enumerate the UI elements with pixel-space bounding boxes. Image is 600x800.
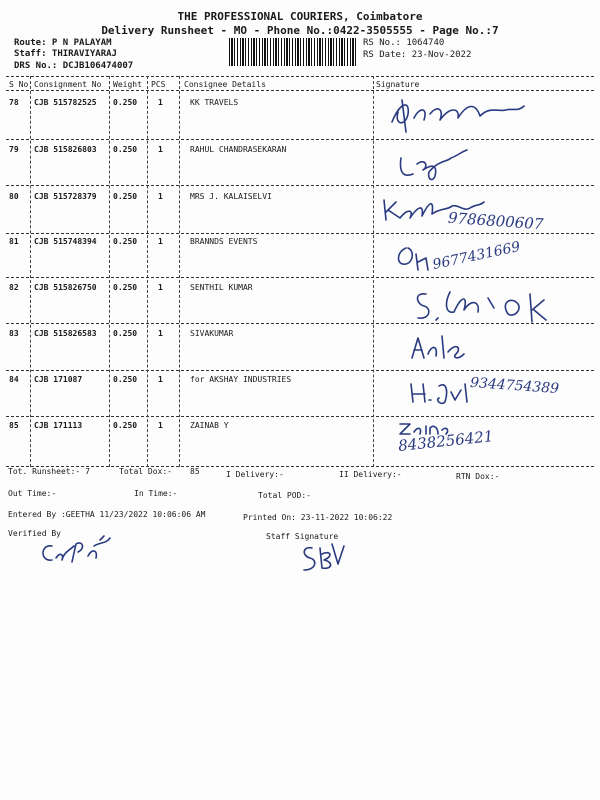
signature-row-81 <box>392 240 436 276</box>
row-consignee: SENTHIL KUMAR <box>190 283 253 292</box>
row-sno: 78 <box>9 98 19 107</box>
verified-by-signature <box>34 532 114 572</box>
handwritten-phone-row-84: 9344754389 <box>469 374 560 398</box>
company-title: THE PROFESSIONAL COURIERS, Coimbatore <box>177 10 423 23</box>
row-consignment: CJB 171087 <box>34 375 83 384</box>
row-consignment: CJB 171113 <box>34 421 83 430</box>
row-consignment: CJB 515826583 <box>34 329 97 338</box>
staff-signature <box>298 540 348 576</box>
divider <box>6 466 594 467</box>
row-pcs: 1 <box>158 283 163 292</box>
col-header-signature: Signature <box>376 80 420 89</box>
entered-by: Entered By :GEETHA 11/23/2022 10:06:06 AM <box>8 510 206 519</box>
row-sno: 83 <box>9 329 19 338</box>
divider <box>6 233 594 234</box>
signature-row-82 <box>410 284 570 330</box>
row-weight: 0.250 <box>113 98 138 107</box>
row-pcs: 1 <box>158 237 163 246</box>
row-consignee: MRS J. KALAISELVI <box>190 192 272 201</box>
row-pcs: 1 <box>158 98 163 107</box>
row-consignment: CJB 515748394 <box>34 237 97 246</box>
route-label: Route: P N PALAYAM <box>14 38 112 48</box>
col-header-consignment: Consignment No <box>34 80 102 89</box>
handwritten-phone-row-85: 8438256421 <box>397 427 495 455</box>
row-weight: 0.250 <box>113 375 138 384</box>
i-delivery: I Delivery:- <box>226 470 284 479</box>
verified-by-label: Verified By <box>8 529 61 538</box>
row-sno: 84 <box>9 375 19 384</box>
divider <box>6 76 594 77</box>
runsheet-subtitle: Delivery Runsheet - MO - Phone No.:0422-3505555 - Page No.:7 <box>101 24 499 37</box>
row-consignee: for AKSHAY INDUSTRIES <box>190 375 292 384</box>
staff-label: Staff: THIRAVIYARAJ <box>14 49 117 59</box>
row-pcs: 1 <box>158 375 163 384</box>
column-divider <box>109 76 110 467</box>
row-weight: 0.250 <box>113 421 138 430</box>
divider <box>6 277 594 278</box>
signature-row-78 <box>380 92 530 136</box>
staff-signature-label: Staff Signature <box>266 532 339 541</box>
divider <box>6 416 594 417</box>
row-consignment: CJB 515728379 <box>34 192 97 201</box>
out-time: Out Time:- <box>8 489 57 498</box>
ii-delivery: II Delivery:- <box>339 470 402 479</box>
rtn-dox: RTN Dox:- <box>456 472 500 481</box>
handwritten-phone-row-80: 9786800607 <box>447 208 544 234</box>
col-header-consignee: Consignee Details <box>184 80 266 89</box>
column-divider <box>373 76 374 467</box>
row-consignment: CJB 515782525 <box>34 98 97 107</box>
row-weight: 0.250 <box>113 237 138 246</box>
col-header-weight: Weight <box>113 80 142 89</box>
signature-row-79 <box>395 142 475 184</box>
col-header-pcs: PCS <box>151 80 166 89</box>
row-consignment: CJB 515826750 <box>34 283 97 292</box>
col-header-sno: S No <box>9 80 29 89</box>
row-sno: 80 <box>9 192 19 201</box>
row-weight: 0.250 <box>113 192 138 201</box>
total-dox-label: Total Dox:- <box>119 467 172 476</box>
handwritten-phone-row-81: 9677431669 <box>431 238 522 274</box>
row-sno: 81 <box>9 237 19 246</box>
drs-number: DRS No.: DCJB106474007 <box>14 61 134 71</box>
row-pcs: 1 <box>158 145 163 154</box>
total-dox-value: 85 <box>190 467 200 476</box>
column-divider <box>30 76 31 467</box>
row-weight: 0.250 <box>113 283 138 292</box>
row-consignment: CJB 515826803 <box>34 145 97 154</box>
signature-row-83 <box>406 330 470 366</box>
tot-runsheet: Tot. Runsheet:- 7 <box>8 467 90 476</box>
column-divider <box>179 76 180 467</box>
divider <box>6 90 594 91</box>
row-sno: 85 <box>9 421 19 430</box>
rs-number: RS No.: 1064740 <box>363 38 445 48</box>
row-consignee: RAHUL CHANDRASEKARAN <box>190 145 287 154</box>
signature-row-84 <box>405 378 475 408</box>
row-sno: 79 <box>9 145 19 154</box>
divider <box>6 185 594 186</box>
barcode <box>229 38 357 66</box>
total-pod: Total POD:- <box>258 491 311 500</box>
rs-date: RS Date: 23-Nov-2022 <box>363 50 472 60</box>
divider <box>6 139 594 140</box>
row-consignee: ZAINAB Y <box>190 421 229 430</box>
divider <box>6 370 594 371</box>
column-divider <box>147 76 148 467</box>
row-pcs: 1 <box>158 329 163 338</box>
in-time: In Time:- <box>134 489 178 498</box>
row-consignee: SIVAKUMAR <box>190 329 234 338</box>
row-consignee: KK TRAVELS <box>190 98 239 107</box>
row-pcs: 1 <box>158 192 163 201</box>
printed-on: Printed On: 23-11-2022 10:06:22 <box>243 513 393 522</box>
row-pcs: 1 <box>158 421 163 430</box>
row-weight: 0.250 <box>113 329 138 338</box>
row-sno: 82 <box>9 283 19 292</box>
row-consignee: BRANNDS EVENTS <box>190 237 258 246</box>
row-weight: 0.250 <box>113 145 138 154</box>
